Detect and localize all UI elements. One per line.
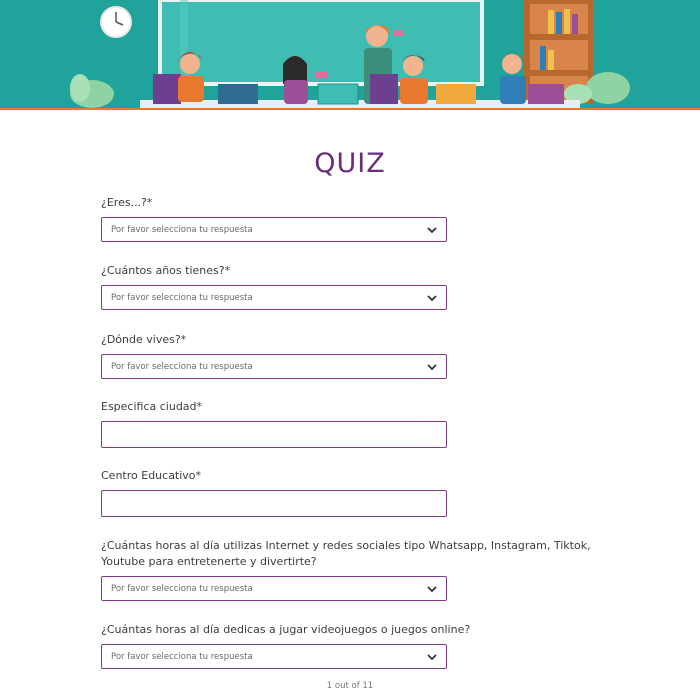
classroom-illustration — [0, 0, 700, 110]
clock-icon — [101, 7, 131, 37]
select-placeholder: Por favor selecciona tu respuesta — [111, 361, 253, 372]
centro-educativo-input[interactable] — [101, 490, 447, 517]
question-label: ¿Cuántas horas al día dedicas a jugar videojuegos o juegos online? — [101, 623, 471, 636]
donde-vives-select[interactable] — [101, 354, 447, 379]
chevron-down-icon — [426, 361, 438, 373]
question-label: Centro Educativo* — [101, 469, 202, 482]
question-label: Especifica ciudad* — [101, 400, 203, 413]
ciudad-input[interactable] — [101, 421, 447, 448]
select-placeholder: Por favor selecciona tu respuesta — [111, 224, 253, 235]
question-ciudad — [101, 399, 447, 448]
chevron-down-icon — [426, 583, 438, 595]
question-label: ¿Eres...?* — [101, 196, 153, 209]
question-label: ¿Dónde vives?* — [101, 333, 187, 346]
select-placeholder: Por favor selecciona tu respuesta — [111, 292, 253, 303]
chevron-down-icon — [426, 651, 438, 663]
horas-internet-select[interactable] — [101, 576, 447, 601]
header-divider — [0, 108, 700, 110]
question-donde-vives — [101, 332, 447, 379]
select-placeholder: Por favor selecciona tu respuesta — [111, 651, 253, 662]
chevron-down-icon — [426, 224, 438, 236]
question-horas-internet — [101, 538, 591, 601]
question-edad — [101, 263, 447, 310]
question-horas-videojuegos — [101, 622, 470, 669]
eres-select[interactable] — [101, 217, 447, 242]
select-placeholder: Por favor selecciona tu respuesta — [111, 583, 253, 594]
question-label-line1: ¿Cuántas horas al día utilizas Internet y redes sociales tipo Whatsapp, Instagram, Tiktok, — [101, 539, 591, 552]
horas-videojuegos-select[interactable] — [101, 644, 447, 669]
page-title: QUIZ — [314, 148, 386, 179]
edad-select[interactable] — [101, 285, 447, 310]
chevron-down-icon — [426, 292, 438, 304]
question-label-line2: Youtube para entretenerte y divertirte? — [101, 555, 317, 568]
question-centro-educativo — [101, 468, 447, 517]
pagination-indicator: 1 out of 11 — [326, 681, 374, 691]
question-label: ¿Cuántos años tienes?* — [101, 264, 231, 277]
header-illustration — [0, 0, 700, 110]
question-eres — [101, 195, 447, 242]
